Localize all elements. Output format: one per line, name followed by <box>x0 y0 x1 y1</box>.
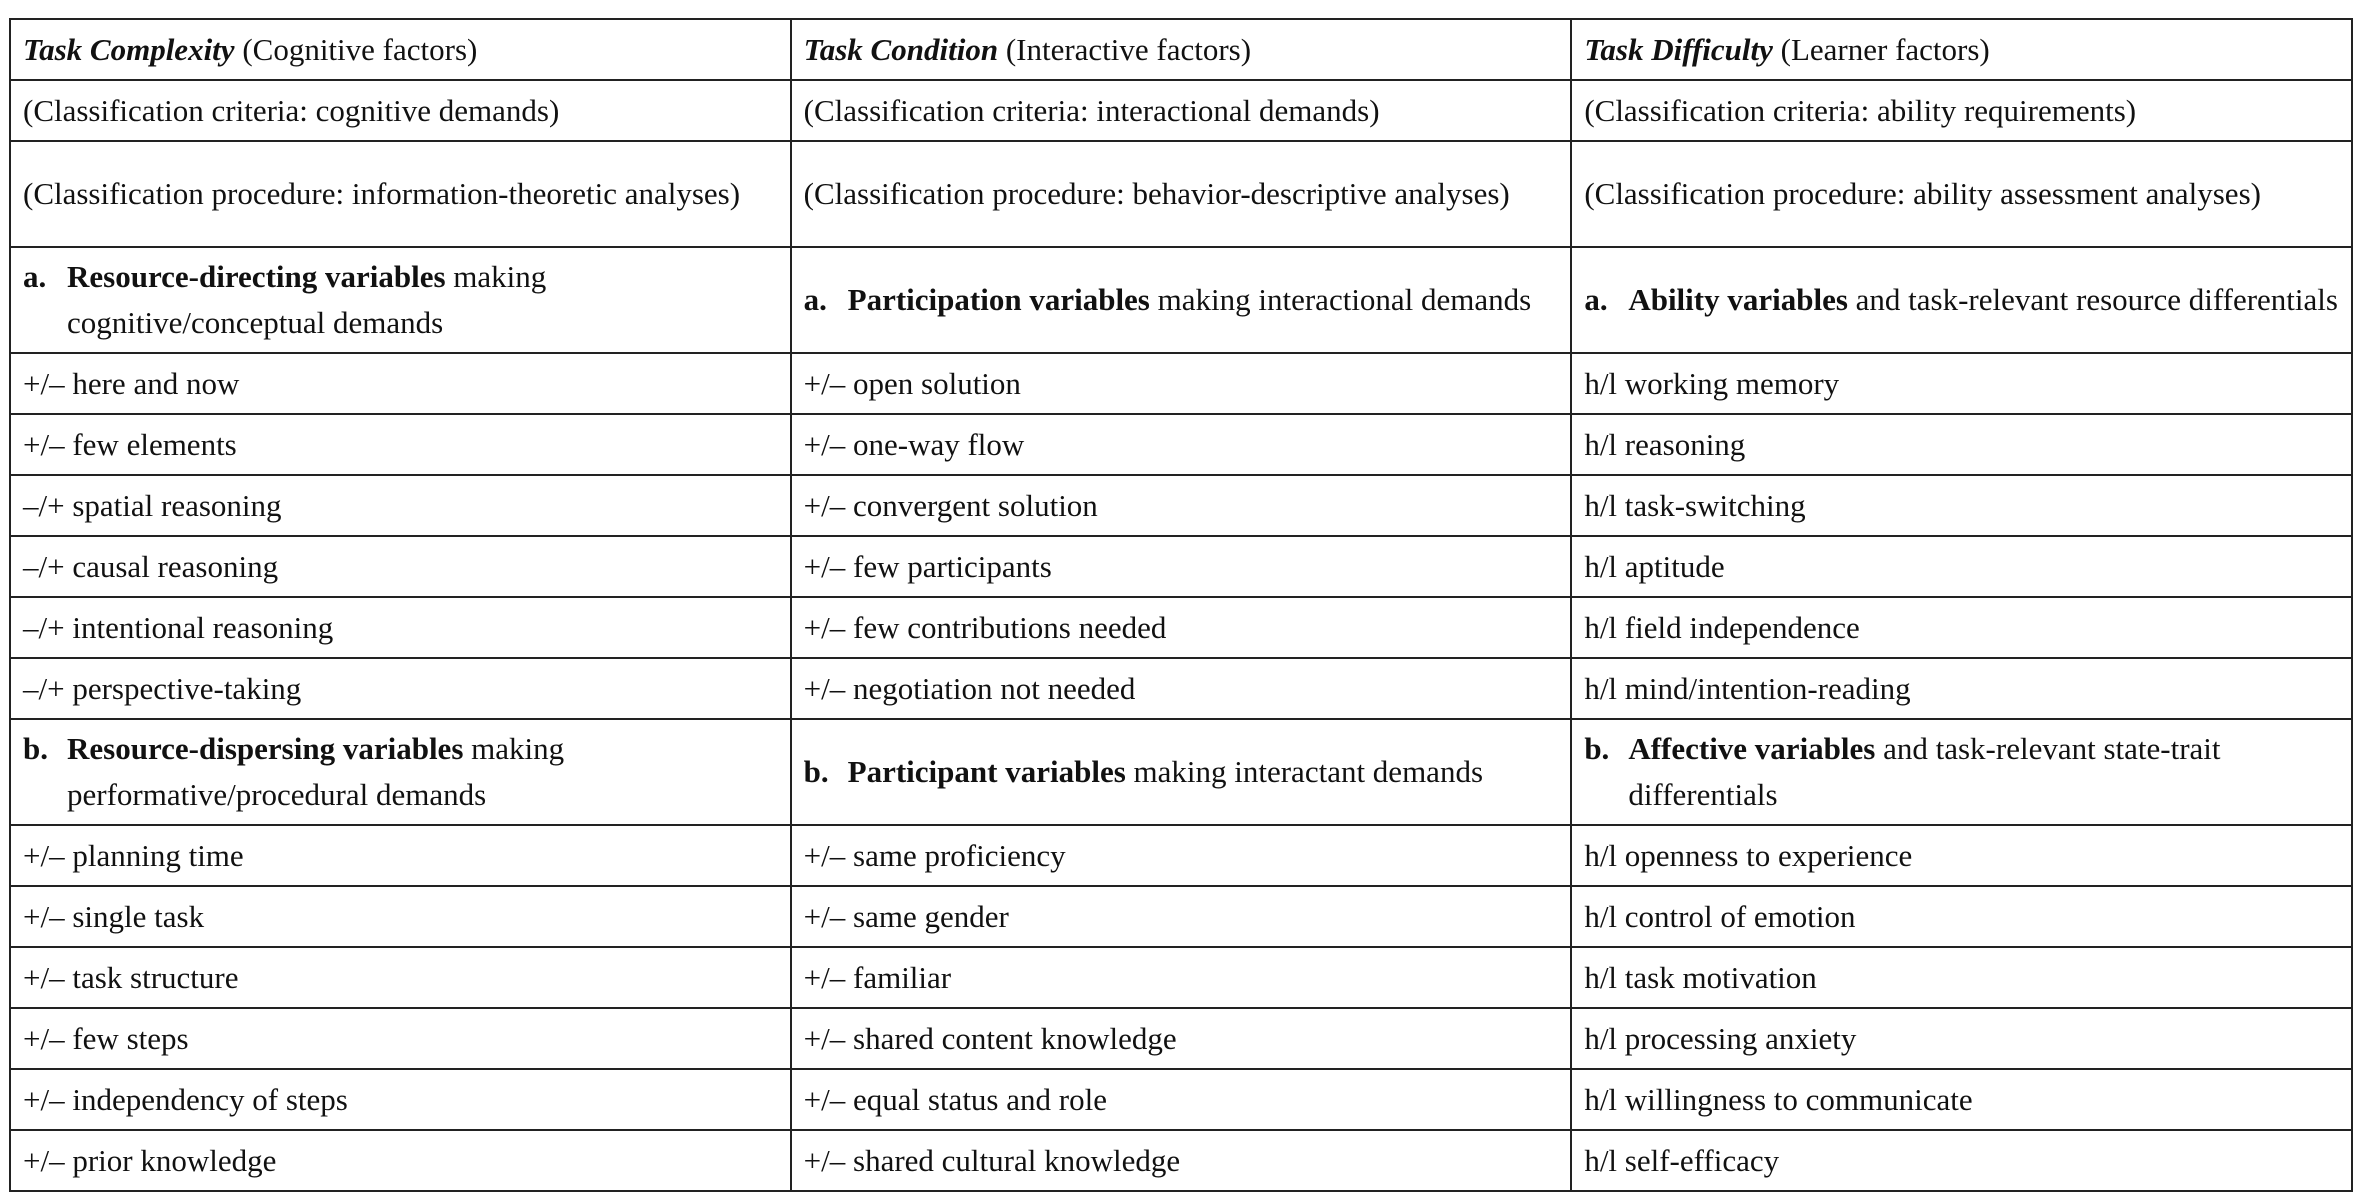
cell-text: (Classification procedure: ability assessment analyses) <box>1584 176 2261 211</box>
cell-text: h/l working memory <box>1584 365 1840 401</box>
cell-text: +/– same gender <box>803 898 1009 934</box>
section-text <box>1628 726 2339 818</box>
cell-text: +/– convergent solution <box>803 487 1098 523</box>
table-cell <box>1571 1130 2352 1191</box>
section-label: b. <box>1584 731 1610 766</box>
table-row <box>10 658 2352 719</box>
table-cell <box>791 414 1572 475</box>
cell-text: +/– few participants <box>803 548 1052 584</box>
column-header <box>1571 19 2352 80</box>
cell-text: (Classification criteria: ability requirements) <box>1584 92 2137 128</box>
cell-text: +/– shared cultural knowledge <box>803 1142 1181 1178</box>
table-row <box>10 1069 2352 1130</box>
section-rest: and task-relevant resource differentials <box>1847 282 2338 317</box>
column-title: Task Complexity <box>23 31 235 67</box>
table-row <box>10 414 2352 475</box>
section-text <box>848 749 1483 795</box>
section-heading <box>1584 726 2339 818</box>
table-cell <box>10 414 791 475</box>
table-cell <box>1571 1008 2352 1069</box>
cell-text: +/– familiar <box>803 959 952 995</box>
table-cell <box>791 247 1572 353</box>
table-cell <box>791 597 1572 658</box>
table-cell <box>10 536 791 597</box>
cell-text: +/– few contributions needed <box>803 609 1167 645</box>
cell-text: h/l reasoning <box>1584 426 1746 462</box>
cell-text: +/– independency of steps <box>23 1081 348 1117</box>
table-row <box>10 597 2352 658</box>
section-bold: Affective variables <box>1628 731 1876 766</box>
table-cell <box>10 141 791 247</box>
table-cell <box>791 658 1572 719</box>
section-bold: Resource-dispersing variables <box>67 731 464 766</box>
section-heading <box>1584 277 2339 323</box>
section-label: b. <box>803 754 829 789</box>
cell-text: h/l self-efficacy <box>1584 1142 1780 1178</box>
cell-text: +/– single task <box>23 898 205 934</box>
table-cell <box>791 947 1572 1008</box>
cell-text: h/l control of emotion <box>1584 898 1856 934</box>
header-row <box>10 19 2352 80</box>
cell-text: +/– few elements <box>23 426 237 462</box>
section-heading <box>804 749 1559 795</box>
section-rest: making cognitive/conceptual demands <box>67 259 547 340</box>
cell-text: +/– one-way flow <box>803 426 1025 462</box>
table-cell <box>10 886 791 947</box>
cell-text: h/l openness to experience <box>1584 837 1913 873</box>
table-cell <box>791 536 1572 597</box>
table-row <box>10 536 2352 597</box>
table-row <box>10 353 2352 414</box>
table-cell <box>791 1130 1572 1191</box>
column-subtitle: (Interactive factors) <box>998 31 1252 67</box>
table-cell <box>10 1130 791 1191</box>
section-rest: making performative/procedural demands <box>67 731 565 812</box>
section-bold: Resource-directing variables <box>67 259 446 294</box>
table-row <box>10 947 2352 1008</box>
section-bold: Ability variables <box>1628 282 1848 317</box>
cell-text: –/+ spatial reasoning <box>23 487 282 523</box>
table-cell <box>10 719 791 825</box>
cell-text: +/– planning time <box>23 837 244 873</box>
table-cell <box>10 247 791 353</box>
section-label: a. <box>1584 282 1608 317</box>
column-header <box>791 19 1572 80</box>
table-cell <box>791 475 1572 536</box>
table-cell <box>10 353 791 414</box>
section-label: a. <box>803 282 827 317</box>
table-row <box>10 141 2352 247</box>
table-row <box>10 1008 2352 1069</box>
column-title: Task Difficulty <box>1584 31 1773 67</box>
table-cell <box>10 658 791 719</box>
section-label: b. <box>23 731 48 766</box>
section-heading <box>804 277 1559 323</box>
cell-text: +/– few steps <box>23 1020 189 1056</box>
table-cell <box>10 80 791 141</box>
section-bold: Participation variables <box>847 282 1150 317</box>
table-cell <box>10 597 791 658</box>
table-cell <box>1571 141 2352 247</box>
table-cell <box>791 353 1572 414</box>
cell-text: –/+ intentional reasoning <box>23 609 334 645</box>
table-cell <box>791 825 1572 886</box>
cell-text: –/+ perspective-taking <box>23 670 302 706</box>
column-subtitle: (Learner factors) <box>1772 31 1990 67</box>
table-row <box>10 80 2352 141</box>
table-cell <box>1571 947 2352 1008</box>
table-cell <box>1571 80 2352 141</box>
cell-text: (Classification criteria: interactional demands) <box>803 92 1380 128</box>
table-cell <box>10 1008 791 1069</box>
section-label: a. <box>23 259 47 294</box>
table-cell <box>1571 1069 2352 1130</box>
table-row <box>10 475 2352 536</box>
section-rest: and task-relevant state-trait differentials <box>1628 731 2221 812</box>
table-cell <box>1571 353 2352 414</box>
cell-text: (Classification procedure: information-theoretic analyses) <box>23 176 741 211</box>
table-cell <box>791 1069 1572 1130</box>
cell-text: +/– task structure <box>23 959 239 995</box>
table-row <box>10 825 2352 886</box>
table-cell <box>1571 414 2352 475</box>
cell-text: h/l task motivation <box>1584 959 1817 995</box>
table-cell <box>791 886 1572 947</box>
cell-text: +/– equal status and role <box>803 1081 1107 1117</box>
section-heading <box>23 254 778 346</box>
column-subtitle: (Cognitive factors) <box>234 31 478 67</box>
table-row <box>10 1130 2352 1191</box>
cell-text: h/l task-switching <box>1584 487 1806 523</box>
cell-text: –/+ causal reasoning <box>23 548 279 584</box>
task-classification-table <box>9 18 2353 1192</box>
section-rest: making interactional demands <box>1149 282 1532 317</box>
table-cell <box>1571 247 2352 353</box>
table-cell <box>10 825 791 886</box>
cell-text: h/l processing anxiety <box>1584 1020 1857 1056</box>
table-cell <box>791 719 1572 825</box>
column-title: Task Condition <box>803 31 999 67</box>
cell-text: h/l field independence <box>1584 609 1860 645</box>
cell-text: +/– here and now <box>23 365 240 401</box>
table-row <box>10 886 2352 947</box>
cell-text: (Classification criteria: cognitive demands) <box>23 92 560 128</box>
table-cell <box>1571 658 2352 719</box>
section-row <box>10 719 2352 825</box>
section-text <box>67 254 778 346</box>
section-text <box>67 726 778 818</box>
cell-text: +/– negotiation not needed <box>803 670 1136 706</box>
column-header <box>10 19 791 80</box>
table-cell <box>791 141 1572 247</box>
cell-text: h/l willingness to communicate <box>1584 1081 1973 1117</box>
cell-text: +/– prior knowledge <box>23 1142 277 1178</box>
cell-text: +/– shared content knowledge <box>803 1020 1177 1056</box>
table-cell <box>1571 886 2352 947</box>
cell-text: +/– open solution <box>803 365 1021 401</box>
table-cell <box>10 947 791 1008</box>
cell-text: (Classification procedure: behavior-descriptive analyses) <box>803 176 1510 211</box>
cell-text: h/l aptitude <box>1584 548 1725 584</box>
section-text <box>848 277 1532 323</box>
section-rest: making interactant demands <box>1125 754 1484 789</box>
table-cell <box>10 475 791 536</box>
section-bold: Participant variables <box>847 754 1126 789</box>
table-cell <box>1571 475 2352 536</box>
table-cell <box>791 1008 1572 1069</box>
cell-text: h/l mind/intention-reading <box>1584 670 1911 706</box>
table-cell <box>791 80 1572 141</box>
table-cell <box>1571 536 2352 597</box>
table-cell <box>1571 597 2352 658</box>
section-text <box>1628 277 2338 323</box>
cell-text: +/– same proficiency <box>803 837 1066 873</box>
table-cell <box>1571 825 2352 886</box>
section-row <box>10 247 2352 353</box>
section-heading <box>23 726 778 818</box>
table-cell <box>1571 719 2352 825</box>
table-cell <box>10 1069 791 1130</box>
